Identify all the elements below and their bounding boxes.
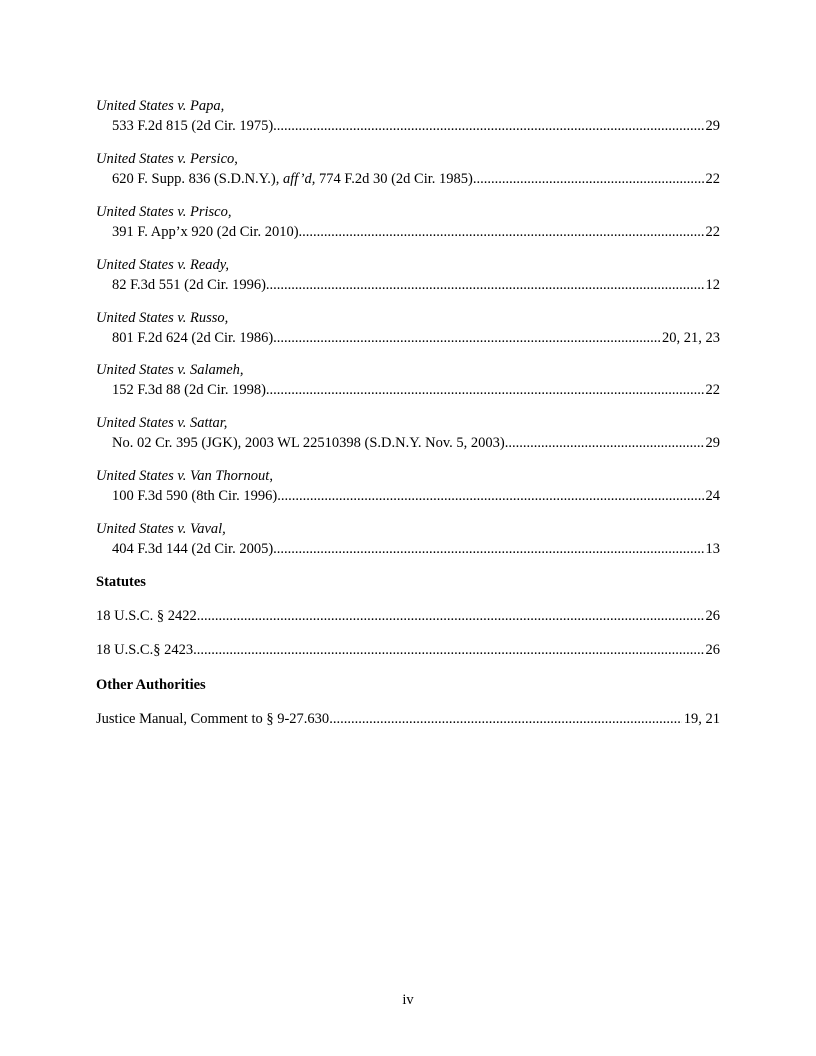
citation-line — [96, 433, 720, 453]
other-authority-entry — [96, 709, 720, 729]
page-reference: 12 — [705, 277, 720, 293]
case-name: United States v. Papa, — [96, 98, 225, 114]
case-name: United States v. Vaval, — [96, 521, 226, 537]
page-reference: 26 — [705, 642, 720, 658]
citation-line — [96, 539, 720, 559]
case-name — [96, 149, 720, 169]
citation: 404 F.3d 144 (2d Cir. 2005) — [112, 541, 274, 557]
citation-line — [96, 222, 720, 242]
page-reference: 29 — [705, 435, 720, 451]
case-entry-salameh — [96, 360, 720, 400]
case-name: United States v. Prisco, — [96, 204, 232, 220]
case-name: United States v. Sattar, — [96, 415, 228, 431]
dot-leader — [329, 709, 682, 729]
citation-line — [96, 640, 720, 660]
case-name-comma: , — [234, 151, 238, 167]
dot-leader — [266, 275, 704, 295]
citation: 152 F.3d 88 (2d Cir. 1998) — [112, 382, 266, 398]
page-reference: 13 — [705, 541, 720, 557]
section-heading-statutes: Statutes — [96, 574, 146, 590]
page-reference: 19, 21 — [683, 711, 720, 727]
citation-line — [96, 328, 720, 348]
case-name-text: United States v. Persico — [96, 151, 235, 167]
statute-entry — [96, 640, 720, 660]
case-name: United States v. Russo, — [96, 310, 229, 326]
citation-line — [96, 116, 720, 136]
citation-post: 774 F.2d 30 (2d Cir. 1985) — [315, 171, 473, 187]
dot-leader — [277, 486, 703, 506]
citation — [112, 169, 473, 189]
page-reference: 29 — [705, 118, 720, 134]
citation: 18 U.S.C. § 2422 — [96, 608, 197, 624]
citation-affd: aff’d, — [282, 171, 316, 187]
citation-line — [96, 275, 720, 295]
citation: 82 F.3d 551 (2d Cir. 1996) — [112, 277, 266, 293]
case-entry-prisco — [96, 202, 720, 242]
dot-leader — [273, 328, 660, 348]
page-reference: 20, 21, 23 — [662, 330, 720, 346]
page-reference: 22 — [705, 224, 720, 240]
page-reference: 26 — [705, 608, 720, 624]
case-name: United States v. Ready, — [96, 257, 230, 273]
case-entry-ready — [96, 255, 720, 295]
dot-leader — [273, 539, 703, 559]
case-name-text: United States v. Van Thornout — [96, 468, 270, 484]
citation-line — [96, 486, 720, 506]
dot-leader — [473, 169, 704, 189]
citation: 391 F. App’x 920 (2d Cir. 2010) — [112, 224, 299, 240]
dot-leader — [505, 433, 704, 453]
case-entry-vaval — [96, 519, 720, 559]
citation: 533 F.2d 815 (2d Cir. 1975) — [112, 118, 274, 134]
case-entry-russo — [96, 308, 720, 348]
case-entry-persico — [96, 149, 720, 189]
dot-leader — [197, 606, 704, 626]
citation-pre: 620 F. Supp. 836 (S.D.N.Y.), — [112, 171, 283, 187]
citation-line — [96, 169, 720, 189]
case-entry-papa — [96, 96, 720, 136]
citation-line — [96, 380, 720, 400]
page-reference: 22 — [705, 382, 720, 398]
case-entry-sattar — [96, 413, 720, 453]
citation: Justice Manual, Comment to § 9-27.630 — [96, 711, 330, 727]
section-heading-other-authorities: Other Authorities — [96, 677, 206, 693]
citation-line — [96, 606, 720, 626]
dot-leader — [193, 640, 703, 660]
dot-leader — [299, 222, 704, 242]
case-name — [96, 466, 720, 486]
citation-line — [96, 709, 720, 729]
case-name: United States v. Salameh, — [96, 362, 244, 378]
dot-leader — [266, 380, 704, 400]
dot-leader — [273, 116, 703, 136]
page-reference: 22 — [705, 171, 720, 187]
citation: 18 U.S.C.§ 2423 — [96, 642, 194, 658]
citation: No. 02 Cr. 395 (JGK), 2003 WL 22510398 (S.D.N.Y. Nov. 5, 2003) — [112, 435, 505, 451]
citation: 100 F.3d 590 (8th Cir. 1996) — [112, 488, 278, 504]
page-reference: 24 — [705, 488, 720, 504]
citation: 801 F.2d 624 (2d Cir. 1986) — [112, 330, 274, 346]
statute-entry — [96, 606, 720, 626]
case-name-comma: , — [269, 468, 273, 484]
case-entry-van-thornout — [96, 466, 720, 506]
page-number: iv — [402, 992, 414, 1008]
